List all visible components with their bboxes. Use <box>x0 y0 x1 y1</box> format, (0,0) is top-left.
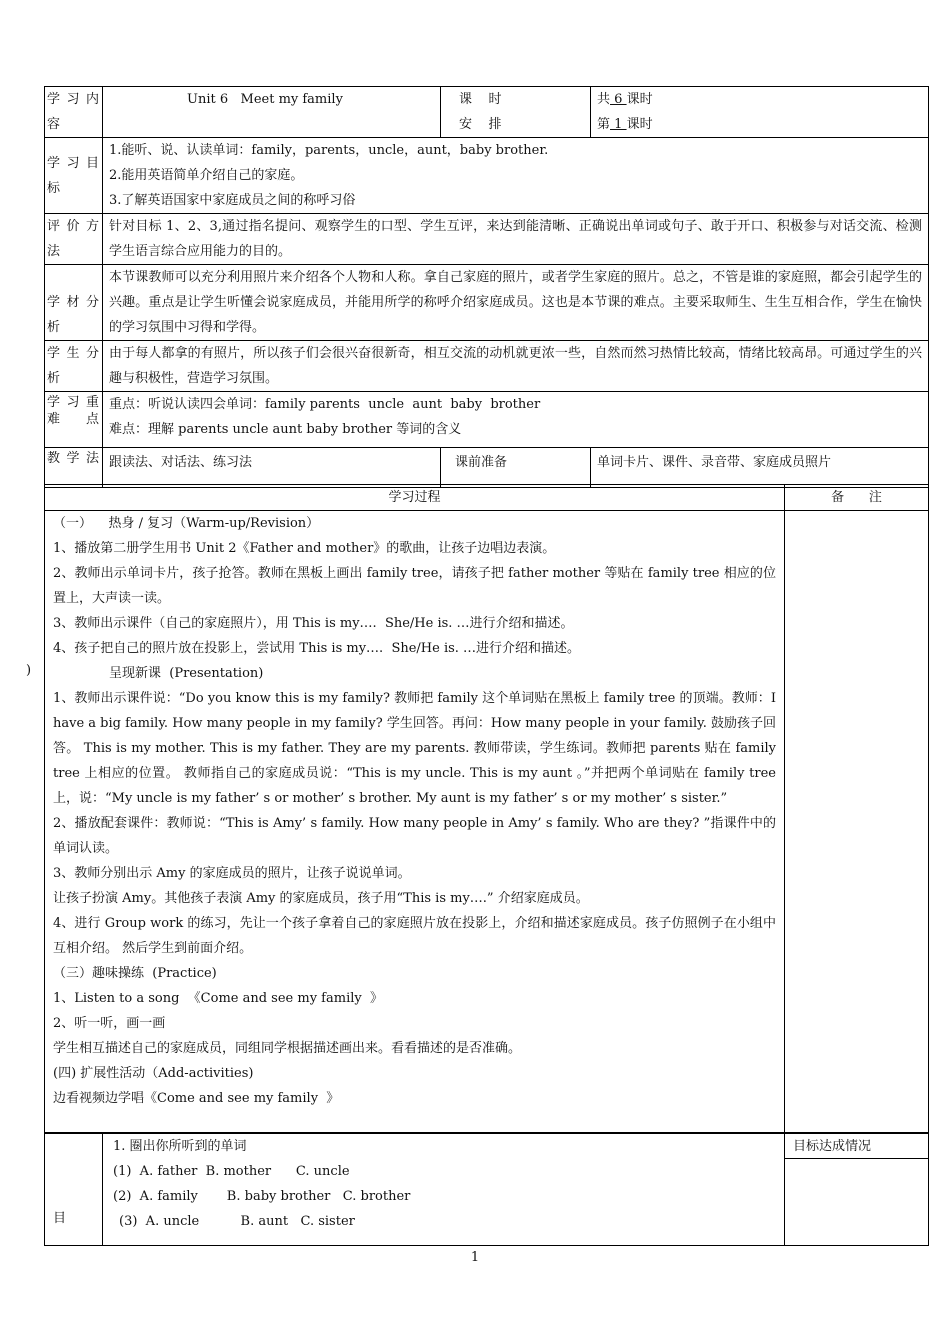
process-line: 1、播放第二册学生用书 Unit 2《Father and mother》的歌曲，让孩子边唱边表演。 <box>53 541 556 556</box>
key-points-label: 学 习 重 难 点 <box>45 392 103 448</box>
assessment-row: (1) A. father B. mother C. uncle <box>113 1164 350 1179</box>
key-points <box>103 392 929 448</box>
prep-label: 课前准备 <box>441 448 591 488</box>
process-line: 4、孩子把自己的照片放在投影上，尝试用 This is my…. She/He is. …进行介绍和描述。 <box>53 641 581 656</box>
students-label: 学 生 分 析 <box>45 341 103 392</box>
focus-text: 重点：听说认读四会单词：family parents uncle aunt baby brother <box>109 397 541 412</box>
process-line: 学生相互描述自己的家庭成员，同组同学根据描述画出来。看看描述的是否准确。 <box>53 1041 522 1056</box>
assessment-label: 目 <box>45 1134 103 1246</box>
lesson-info-table <box>44 86 929 488</box>
process-line: 1、教师出示课件说：“Do you know this is my family? 教师把 family 这个单词贴在黑板上 family tree 的顶端。教师：I have a big family. How many people in my family? 学生回答。再问：How many people in your family. 鼓励孩子回答。 This is my mother. This is my father. They are my parents. 教师带读，学生练词。教师把 parents 贴在 family tree 上相应的位置。 教师指自己的家庭成员说：“This is my uncle. This is my aunt 。”并把两个单词贴在 family tree 上，说：“My uncle is my father’ s or mother’ s brother. My aunt is my father’ s or my mother’ s sister.” <box>53 691 776 806</box>
process-line: 3、教师分别出示 Amy 的家庭成员的照片，让孩子说说单词。 <box>53 866 411 881</box>
material-text: 本节课教师可以充分利用照片来介绍各个人物和人称。拿自己家庭的照片，或者学生家庭的照片。总之，不管是谁的家庭照，都会引起学生的兴趣。重点是让学生听懂会说家庭成员，并能用所学的称呼介绍家庭成员。这也是本节课的难点。主要采取师生、生生互相合作，学生在愉快的学习氛围中习得和学得。 <box>103 265 929 341</box>
objectives-label: 学 习 目 标 <box>45 138 103 214</box>
objective-item: 1.能听、说、认读单词：family，parents，uncle，aunt，baby brother. <box>109 143 549 158</box>
process-table <box>44 484 929 1133</box>
evaluation-text: 针对目标 1、2、3,通过指名提问、观察学生的口型、学生互评，来达到能清晰、正确说出单词或句子、敢于开口、积极参与对话交流、检测学生语言综合应用能力的目的。 <box>103 214 929 265</box>
students-text: 由于每人都拿的有照片，所以孩子们会很兴奋很新奇，相互交流的动机就更浓一些，自然而然习热情比较高，情绪比较高昂。可通过学生的兴趣与积极性，营造学习氛围。 <box>103 341 929 392</box>
page-number: 1 <box>470 1250 480 1265</box>
status-heading: 目标达成情况 <box>785 1134 928 1159</box>
method-text: 跟读法、对话法、练习法 <box>103 448 441 488</box>
process-line: 边看视频边学唱《Come and see my family 》 <box>53 1091 340 1106</box>
schedule-label: 课 时 安 排 <box>441 87 591 138</box>
process-line: （三）趣味操练 (Practice) <box>53 966 217 981</box>
assessment-title: 1. 圈出你所听到的单词 <box>113 1139 247 1154</box>
status-cell <box>785 1134 929 1246</box>
process-line: 4、进行 Group work 的练习，先让一个孩子拿着自己的家庭照片放在投影上，介绍和描述家庭成员。孩子仿照例子在小组中互相介绍。 然后学生到前面介绍。 <box>53 916 776 956</box>
stray-mark: ) <box>26 663 32 678</box>
unit-title-cell <box>103 87 441 138</box>
current-period: 1 <box>610 117 627 132</box>
process-line: 3、教师出示课件（自己的家庭照片），用 This is my…. She/He is. …进行介绍和描述。 <box>53 616 574 631</box>
assessment-table <box>44 1133 929 1246</box>
schedule-value: 共 6 课时 第 1 课时 <box>591 87 929 138</box>
assessment-row: (3) A. uncle B. aunt C. sister <box>119 1214 355 1229</box>
unit-title: Unit 6 Meet my family <box>187 92 343 107</box>
remarks-body <box>785 511 929 1133</box>
process-line: 呈现新课 (Presentation) <box>109 666 264 681</box>
process-heading: 学习过程 <box>45 485 785 511</box>
process-line: （一） 热身 / 复习（Warm-up/Revision） <box>53 516 320 531</box>
total-periods: 6 <box>610 92 627 107</box>
assessment-body <box>103 1134 785 1246</box>
prep-text: 单词卡片、课件、录音带、家庭成员照片 <box>591 448 929 488</box>
content-label: 学 习 内 容 <box>45 87 103 138</box>
process-line: (四) 扩展性活动（Add-activities) <box>53 1066 254 1081</box>
process-body <box>45 511 785 1133</box>
material-label: 学 材 分 析 <box>45 265 103 341</box>
objective-item: 3.了解英语国家中家庭成员之间的称呼习俗 <box>109 193 356 208</box>
objective-item: 2.能用英语简单介绍自己的家庭。 <box>109 168 304 183</box>
remarks-heading: 备 注 <box>785 485 929 511</box>
evaluation-label: 评 价 方 法 <box>45 214 103 265</box>
objectives-list <box>103 138 929 214</box>
difficulty-text: 难点：理解 parents uncle aunt baby brother 等词的含义 <box>109 422 462 437</box>
process-line: 2、播放配套课件：教师说：“This is Amy’ s family. How many people in Amy’ s family. Who are they? ”指课件中的单词认读。 <box>53 816 776 856</box>
process-line: 1、Listen to a song 《Come and see my family 》 <box>53 991 383 1006</box>
method-label: 教 学 法 <box>45 448 103 488</box>
assessment-row: (2) A. family B. baby brother C. brother <box>113 1189 411 1204</box>
process-line: 让孩子扮演 Amy。其他孩子表演 Amy 的家庭成员，孩子用“This is my….” 介绍家庭成员。 <box>53 891 589 906</box>
process-line: 2、听一听，画一画 <box>53 1016 166 1031</box>
process-line: 2、教师出示单词卡片，孩子抢答。教师在黑板上画出 family tree，请孩子把 father mother 等贴在 family tree 相应的位置上，大声读一读。 <box>53 566 776 606</box>
